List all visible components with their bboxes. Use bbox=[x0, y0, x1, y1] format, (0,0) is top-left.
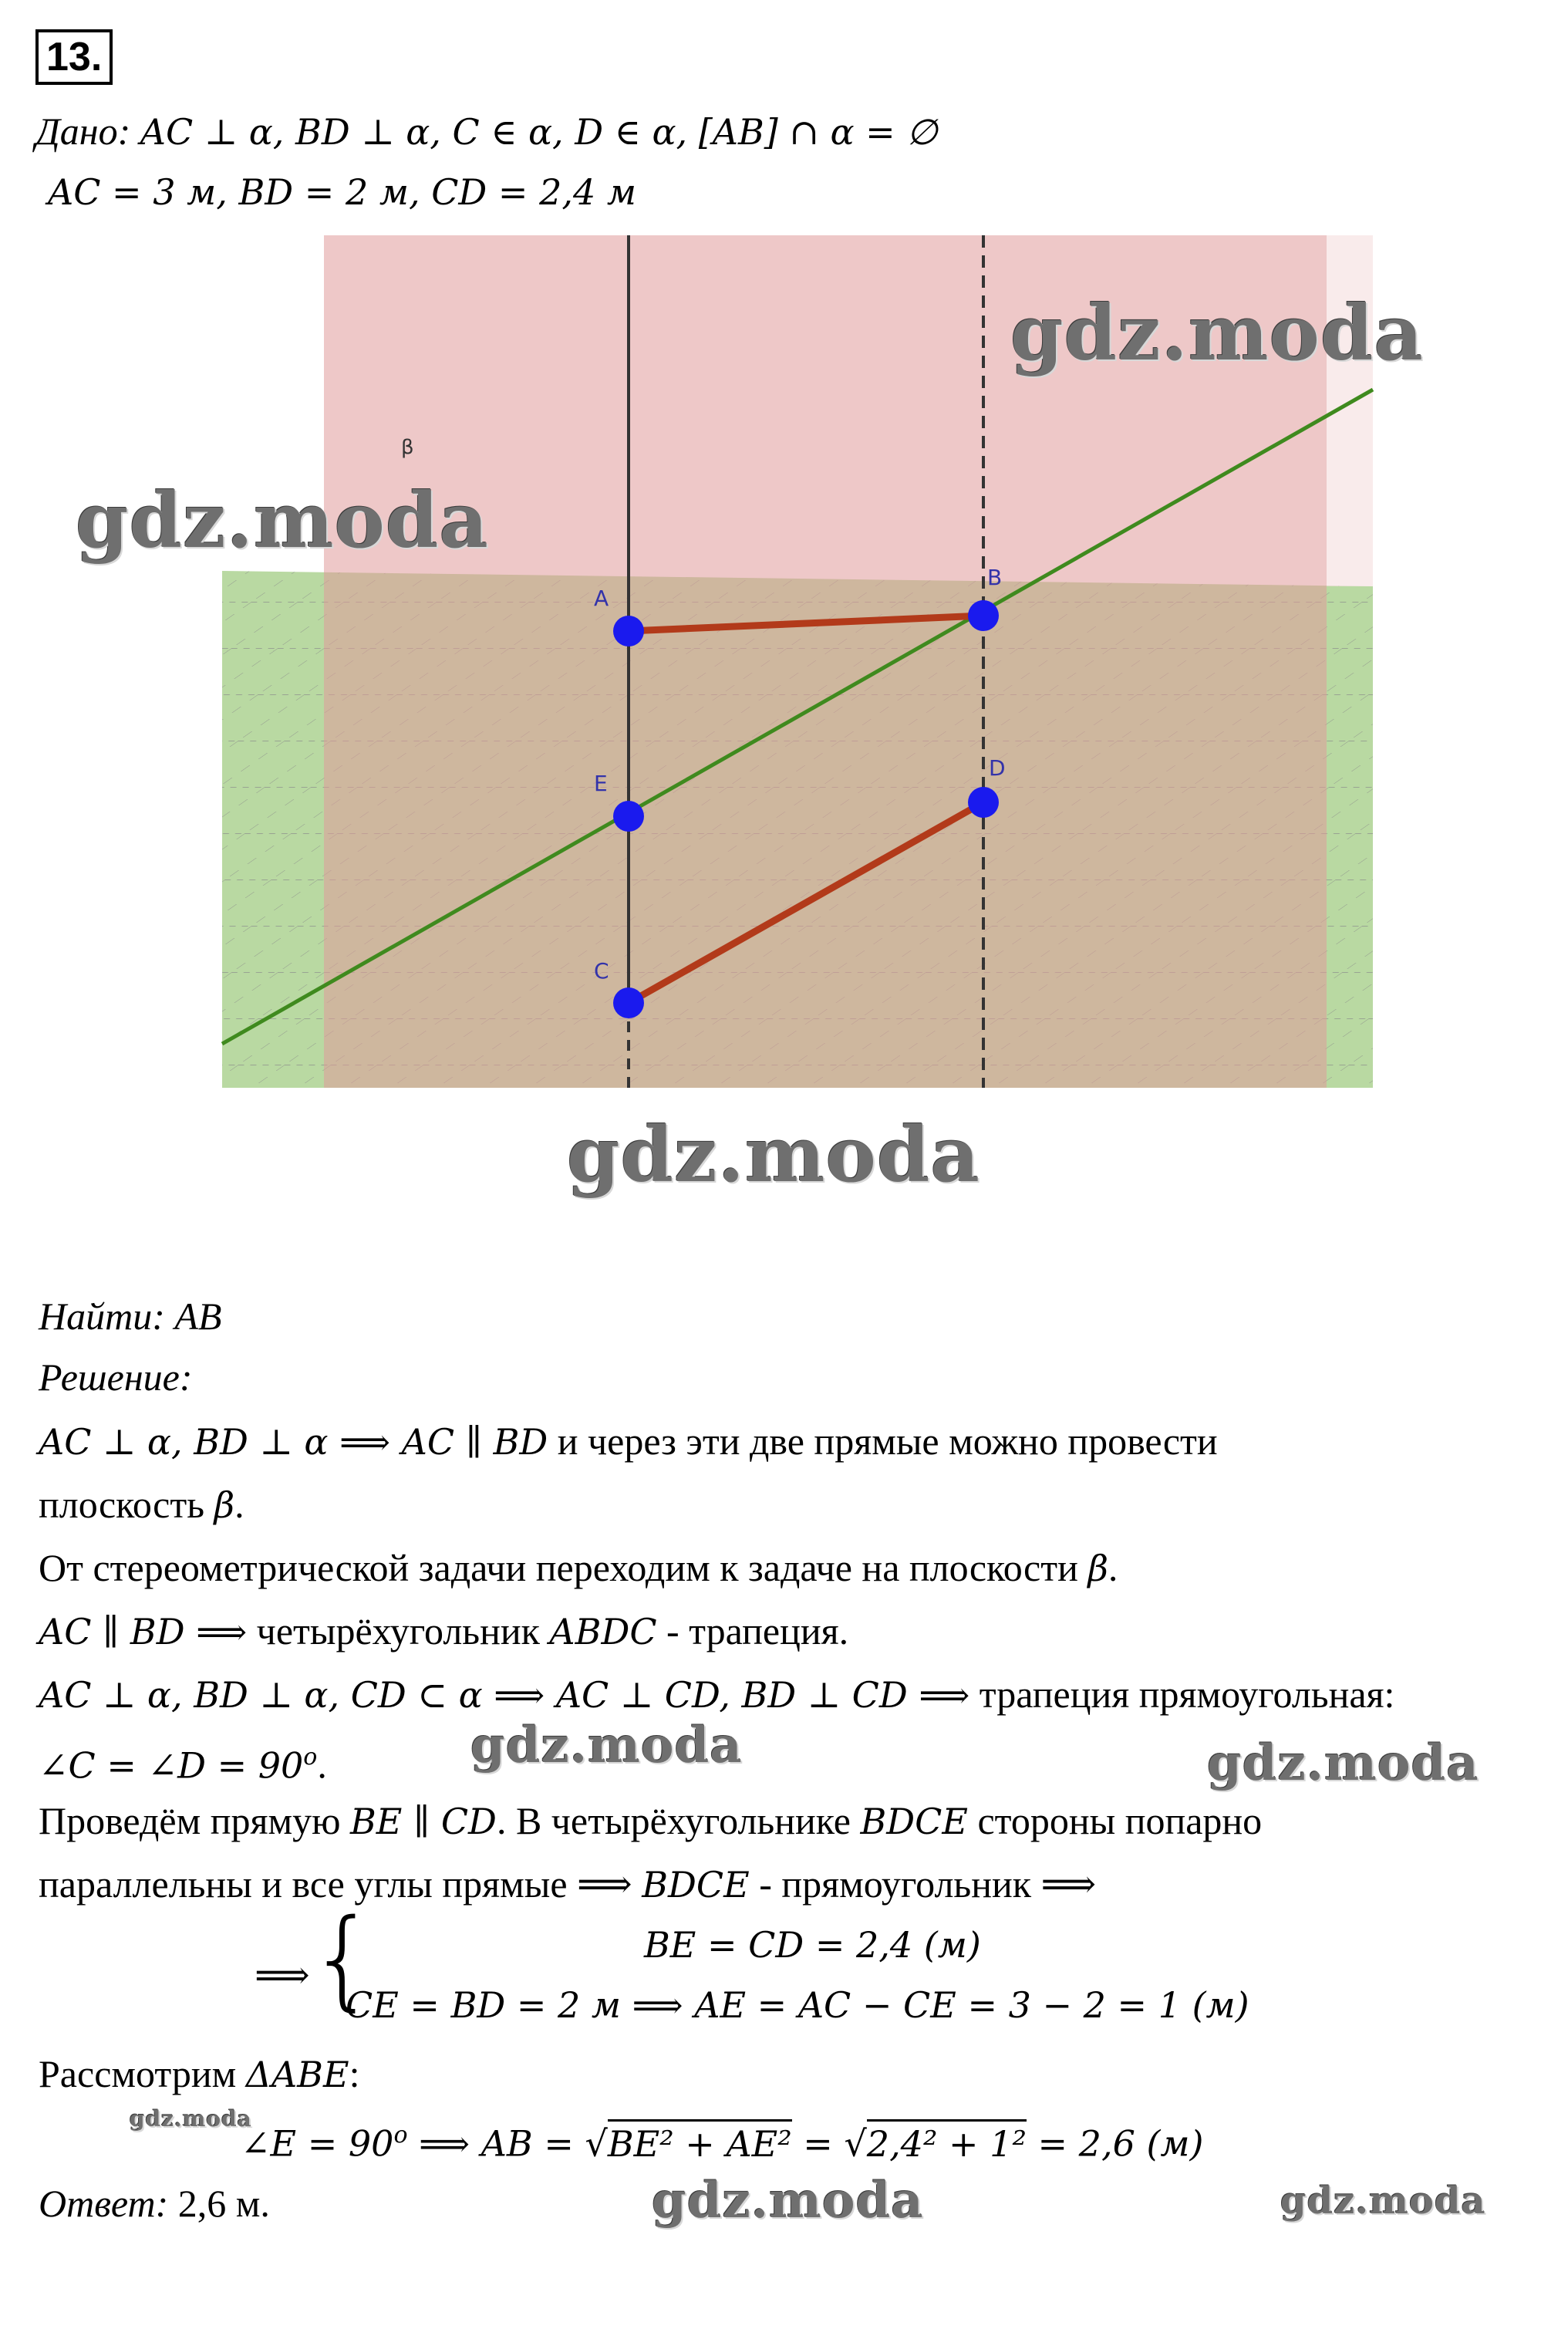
given-conditions: AC ⊥ α, BD ⊥ α, C ∈ α, D ∈ α, [AB] ∩ α = ∅ bbox=[140, 111, 938, 153]
text: Рассмотрим bbox=[39, 2052, 246, 2095]
answer-label: Ответ bbox=[39, 2182, 156, 2225]
solution-line-9: Рассмотрим ΔABE: bbox=[39, 2052, 360, 2095]
watermark: gdz.moda bbox=[470, 1717, 743, 1774]
solution-line-8 bbox=[39, 1861, 1096, 1908]
watermark: gdz.moda bbox=[1207, 1734, 1479, 1792]
answer-line: Ответ: 2,6 м. bbox=[39, 2182, 270, 2225]
label-b: B bbox=[987, 565, 1003, 590]
math: BE = CD = 2,4 (м) bbox=[644, 1924, 981, 1966]
text: стороны попарно bbox=[967, 1799, 1263, 1842]
math: β bbox=[214, 1484, 235, 1526]
point-d bbox=[968, 787, 999, 818]
label-c: C bbox=[594, 958, 609, 984]
math: ABDC bbox=[549, 1611, 657, 1653]
math: ⟹ AB = bbox=[407, 2122, 585, 2165]
solution-label: Решение bbox=[39, 1355, 180, 1399]
math: o bbox=[393, 2122, 408, 2149]
watermark: gdz.moda bbox=[76, 477, 489, 565]
label-d: D bbox=[989, 755, 1006, 781]
math: BDCE bbox=[860, 1801, 968, 1842]
math: = bbox=[791, 2122, 845, 2165]
find-value: AB bbox=[174, 1295, 222, 1338]
text: плоскость bbox=[39, 1483, 214, 1526]
answer-value: 2,6 м. bbox=[177, 2182, 270, 2225]
watermark: gdz.moda bbox=[652, 2172, 924, 2230]
find-line: Найти: AB bbox=[39, 1295, 222, 1338]
math: BE ∥ CD bbox=[349, 1801, 497, 1842]
point-c bbox=[613, 987, 644, 1018]
solution-line-1 bbox=[39, 1418, 1218, 1465]
plane-beta-label: β bbox=[401, 436, 414, 459]
math: o bbox=[303, 1744, 318, 1771]
find-label: Найти bbox=[39, 1295, 153, 1338]
text: . В четырёхугольнике bbox=[496, 1799, 861, 1842]
label-a: A bbox=[594, 586, 609, 611]
math: β bbox=[1087, 1548, 1108, 1589]
solution-line-5 bbox=[39, 1671, 1394, 1718]
math: 2,4² + 1² bbox=[867, 2119, 1027, 2165]
math: AC ⊥ α, BD ⊥ α, CD ⊂ α ⟹ AC ⊥ CD, BD ⊥ CD ⟹ bbox=[39, 1674, 970, 1716]
watermark: gdz.moda bbox=[1010, 289, 1424, 378]
math: ∠C = ∠D = 90 bbox=[39, 1744, 304, 1787]
math: ∠E = 90 bbox=[241, 2122, 394, 2165]
point-b bbox=[968, 600, 999, 631]
system-line-1 bbox=[644, 1921, 981, 1968]
math: ΔABE bbox=[245, 2054, 349, 2095]
math: CE = BD = 2 м ⟹ AE = AC − CE = 3 − 2 = 1 (м) bbox=[346, 1984, 1249, 2026]
system-line-2 bbox=[346, 1981, 1249, 2028]
given-lengths: AC = 3 м, BD = 2 м, CD = 2,4 м bbox=[48, 171, 636, 213]
point-a bbox=[613, 616, 644, 646]
system-arrow: ⟹ bbox=[255, 1953, 310, 1997]
math: AC ⊥ α, BD ⊥ α ⟹ AC ∥ BD bbox=[39, 1421, 548, 1463]
given-label: Дано bbox=[35, 110, 118, 153]
text: параллельны и все углы прямые ⟹ bbox=[39, 1862, 642, 1906]
point-e bbox=[613, 801, 644, 832]
solution-line-4 bbox=[39, 1608, 848, 1655]
solution-line-7 bbox=[39, 1798, 1262, 1845]
watermark: gdz.moda bbox=[130, 2106, 252, 2132]
text: трапеция прямоугольная: bbox=[969, 1673, 1395, 1716]
math: AC ∥ BD ⟹ bbox=[39, 1611, 248, 1653]
watermark: gdz.moda bbox=[567, 1111, 980, 1200]
solution-line-3: От стереометрической задачи переходим к задаче на плоскости β. bbox=[39, 1546, 1118, 1589]
math: BE² + AE² bbox=[608, 2119, 792, 2165]
text: От стереометрической задачи переходим к задаче на плоскости bbox=[39, 1546, 1088, 1589]
watermark: gdz.moda bbox=[1280, 2179, 1486, 2223]
problem-number: 13. bbox=[35, 29, 113, 85]
text: - прямоугольник ⟹ bbox=[749, 1862, 1097, 1906]
solution-line-6: ∠C = ∠D = $90^o$. bbox=[39, 1743, 327, 1787]
text: - трапеция. bbox=[656, 1609, 849, 1653]
math: BDCE bbox=[642, 1864, 750, 1906]
label-e: E bbox=[594, 771, 608, 796]
math: = 2,6 (м) bbox=[1026, 2122, 1204, 2165]
given-line-1: Дано: AC ⊥ α, BD ⊥ α, C ∈ α, D ∈ α, [AB] ∩ α = ∅ bbox=[35, 110, 938, 153]
text: четырёхугольник bbox=[247, 1609, 550, 1653]
system-brace: { bbox=[309, 1896, 378, 2022]
text: Проведём прямую bbox=[39, 1799, 350, 1842]
solution-line-10: ∠E = $90^o$ ⟹ AB = √BE² + AE² = √2,4² + 1² = 2,6 (м) bbox=[241, 2112, 1204, 2167]
solution-heading: Решение: bbox=[39, 1355, 193, 1399]
given-line-2 bbox=[48, 168, 636, 215]
solution-line-2: плоскость β. bbox=[39, 1483, 244, 1526]
text: и через эти две прямые можно провести bbox=[548, 1420, 1218, 1463]
